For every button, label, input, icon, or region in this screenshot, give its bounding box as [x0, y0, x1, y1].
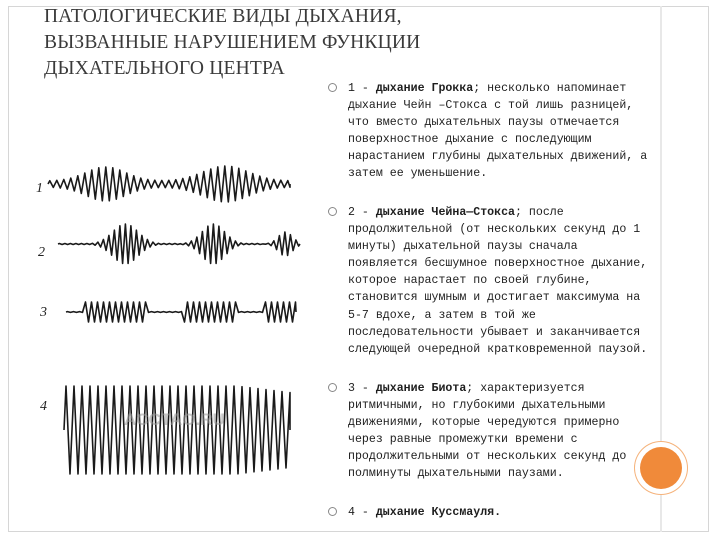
- bullet-marker-icon: [328, 383, 337, 392]
- bullet-term: дыхание Биота: [375, 382, 467, 395]
- bullet-text: ; характеризуется ритмичными, но глубокими дыхательными движениями, которые чередуются примерно через равные промежутки времени с продолжительными от нескольких секунд до полминуты дыхательными паузами.: [348, 382, 627, 481]
- pattern-label-2: 2: [38, 245, 45, 260]
- slide-title: [44, 4, 484, 82]
- decorative-orange-circle: [640, 447, 682, 489]
- title-line-2: ВЫЗВАННЫЕ НАРУШЕНИЕМ ФУНКЦИИ: [44, 32, 421, 53]
- bullet-number: 3 -: [348, 382, 376, 395]
- title-line-3: ДЫХАТЕЛЬНОГО ЦЕНТРА: [44, 58, 285, 79]
- pattern-label-4: 4: [40, 399, 47, 414]
- pattern-label-1: 1: [36, 181, 43, 196]
- figure-watermark: ACCTAO.RU: [124, 410, 225, 429]
- bullet-marker-icon: [328, 507, 337, 516]
- decorative-line-top: [660, 6, 662, 447]
- bullet-marker-icon: [328, 83, 337, 92]
- bullet-number: 1 -: [348, 82, 376, 95]
- bullet-text: ; после продолжительной (от нескольких секунд до 1 минуты) дыхательной паузы сначала появляется бесшумное поверхностное дыхание, которое нарастает по своей глубине, становится шумным и достигает максимума на 5-7 вдохе, а затем в той же последовательности убывает и заканчивается следующей очередной кратковременной паузой.: [348, 206, 648, 356]
- breathing-patterns-figure: [34, 140, 324, 530]
- bullet-item-kussmaul: [328, 504, 501, 521]
- bullet-term: дыхание Чейна—Стокса: [375, 206, 515, 219]
- trace-biot-breathing: [66, 302, 296, 322]
- bullet-item-biot: [328, 380, 648, 483]
- bullet-number: 4 -: [348, 506, 376, 519]
- decorative-line-bottom: [660, 495, 662, 532]
- bullet-text: ; несколько напоминает дыхание Чейн –Стокса с той лишь разницей, что вместо дыхательных паузы отмечается поверхностное дыхание с последующим нарастанием глубины дыхательных движений, а затем ее уменьшение.: [348, 82, 648, 181]
- bullet-marker-icon: [328, 207, 337, 216]
- bullet-number: 2 -: [348, 206, 376, 219]
- trace-kussmaul-breathing: [64, 386, 290, 474]
- bullet-item-cheyne-stokes: [328, 204, 648, 358]
- pattern-label-3: 3: [40, 305, 47, 320]
- trace-cheyne-stokes-breathing: [58, 224, 300, 264]
- bullet-item-grokk: [328, 80, 648, 183]
- bullet-term: дыхание Куссмауля.: [375, 506, 502, 519]
- bullet-term: дыхание Грокка: [375, 82, 474, 95]
- title-line-1: ПАТОЛОГИЧЕСКИЕ ВИДЫ ДЫХАНИЯ,: [44, 6, 402, 27]
- trace-grokk-breathing: [48, 166, 290, 202]
